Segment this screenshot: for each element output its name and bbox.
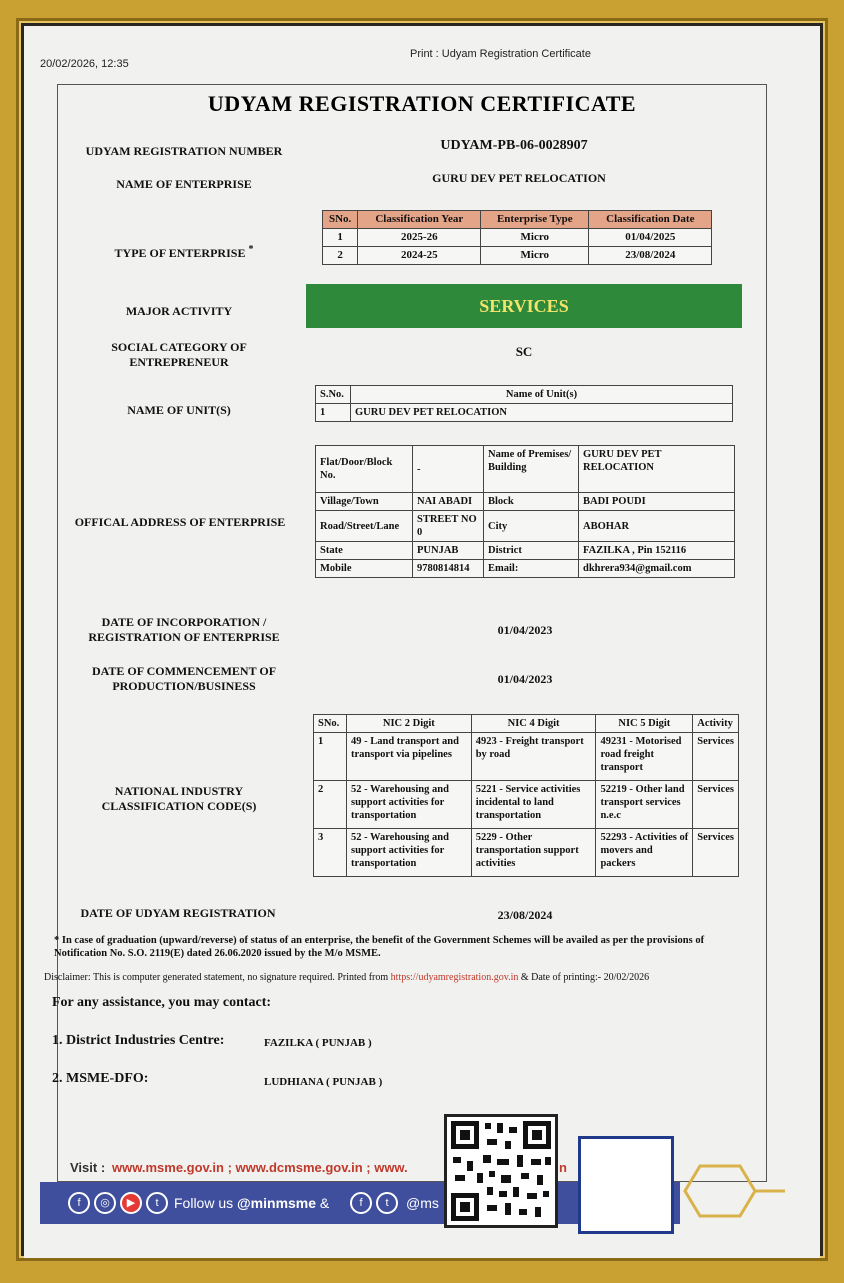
table-row xyxy=(316,560,735,578)
udyam-date-label: DATE OF UDYAM REGISTRATION xyxy=(80,906,276,920)
follow-text: Follow us xyxy=(174,1195,238,1211)
units-cell: 1 xyxy=(316,404,351,422)
social-category: SC xyxy=(515,344,533,359)
table-row xyxy=(314,781,739,829)
nic-header: NIC 2 Digit xyxy=(346,715,471,733)
classification-cell: Micro xyxy=(481,229,589,247)
dfo-value: LUDHIANA ( PUNJAB ) xyxy=(264,1076,383,1088)
print-title: Print : Udyam Registration Certificate xyxy=(410,48,591,60)
certificate-paper xyxy=(24,26,820,1258)
youtube-icon[interactable]: ▶ xyxy=(120,1192,142,1214)
follow-amp: & xyxy=(316,1195,330,1211)
classification-header: Classification Date xyxy=(589,211,712,229)
dic-value: FAZILKA ( PUNJAB ) xyxy=(264,1037,372,1049)
classification-header-row xyxy=(323,211,712,229)
address-cell: - xyxy=(413,446,484,493)
address-cell: Road/Street/Lane xyxy=(316,511,413,542)
classification-header: SNo. xyxy=(323,211,358,229)
reg-number: UDYAM-PB-06-0028907 xyxy=(440,138,588,153)
nic-header: SNo. xyxy=(314,715,347,733)
follow-handle[interactable]: @minmsme xyxy=(237,1195,317,1211)
classification-header: Classification Year xyxy=(358,211,481,229)
nic-cell: 5229 - Other transportation support activities xyxy=(471,829,596,877)
nic-cell: 4923 - Freight transport by road xyxy=(471,733,596,781)
address-cell: FAZILKA , Pin 152116 xyxy=(579,542,735,560)
nic-cell: 5221 - Service activities incidental to land transportation xyxy=(471,781,596,829)
nic-cell: 3 xyxy=(314,829,347,877)
major-activity-banner: SERVICES xyxy=(306,284,742,328)
nic-cell: 52 - Warehousing and support activities for transportation xyxy=(346,781,471,829)
disclaimer xyxy=(44,971,804,984)
disclaimer-link[interactable]: https://udyamregistration.gov.in xyxy=(390,972,519,983)
address-cell: 9780814814 xyxy=(413,560,484,578)
follow-us xyxy=(174,1195,329,1211)
units-header: Name of Unit(s) xyxy=(351,386,733,404)
nic-header-row xyxy=(314,715,739,733)
address-cell: Village/Town xyxy=(316,493,413,511)
address-cell: District xyxy=(484,542,579,560)
address-table xyxy=(315,445,735,578)
units-header: S.No. xyxy=(316,386,351,404)
address-cell: dkhrera934@gmail.com xyxy=(579,560,735,578)
visit-prefix: Visit : xyxy=(70,1160,106,1175)
classification-cell: 01/04/2025 xyxy=(589,229,712,247)
enterprise-name: GURU DEV PET RELOCATION xyxy=(432,171,606,185)
units-cell: GURU DEV PET RELOCATION xyxy=(351,404,733,422)
classification-cell: 2 xyxy=(323,247,358,265)
dic-label: 1. District Industries Centre: xyxy=(52,1033,225,1048)
udyam-date: 23/08/2024 xyxy=(497,908,553,922)
assistance-title: For any assistance, you may contact: xyxy=(52,995,272,1010)
nic-cell: 52293 - Activities of movers and packers xyxy=(596,829,693,877)
units-table xyxy=(315,385,733,422)
instagram-icon[interactable]: ◎ xyxy=(94,1192,116,1214)
address-cell: NAI ABADI xyxy=(413,493,484,511)
table-row xyxy=(316,542,735,560)
address-cell: State xyxy=(316,542,413,560)
address-cell: Flat/Door/Block No. xyxy=(316,446,413,493)
nic-cell: 52219 - Other land transport services n.e.c xyxy=(596,781,693,829)
classification-cell: 2024-25 xyxy=(358,247,481,265)
address-cell: STREET NO 0 xyxy=(413,511,484,542)
reg-number-label: UDYAM REGISTRATION NUMBER xyxy=(85,144,283,158)
incorporation-label xyxy=(64,615,304,645)
commencement-label xyxy=(64,664,304,694)
graduation-note: * In case of graduation (upward/reverse) of status of an enterprise, the benefit of the Government Schemes will be availed as per the provisions of Notification No. S.O. 2119(E) dated 26.06.2020 issued by the M/o MSME. xyxy=(54,935,705,959)
classification-header: Enterprise Type xyxy=(481,211,589,229)
table-row xyxy=(316,493,735,511)
nic-cell: 2 xyxy=(314,781,347,829)
address-cell: PUNJAB xyxy=(413,542,484,560)
address-cell: ABOHAR xyxy=(579,511,735,542)
facebook-icon[interactable]: f xyxy=(68,1192,90,1214)
address-cell: Mobile xyxy=(316,560,413,578)
facebook-icon-2[interactable]: f xyxy=(350,1192,372,1214)
disclaimer-prefix: Disclaimer: This is computer generated statement, no signature required. Printed from xyxy=(44,972,391,983)
classification-cell: 23/08/2024 xyxy=(589,247,712,265)
major-activity-label: MAJOR ACTIVITY xyxy=(125,304,233,318)
nic-header: Activity xyxy=(693,715,739,733)
nic-cell: Services xyxy=(693,781,739,829)
nic-label-line: NATIONAL INDUSTRY xyxy=(114,784,244,798)
nic-header: NIC 4 Digit xyxy=(471,715,596,733)
print-date: 20/02/2026, 12:35 xyxy=(40,58,129,70)
table-row xyxy=(316,404,733,422)
dfo-label: 2. MSME-DFO: xyxy=(52,1071,149,1086)
follow-handle-2: @ms xyxy=(406,1195,439,1211)
address-cell: Name of Premises/ Building xyxy=(484,446,579,493)
nic-cell: 49 - Land transport and transport via pipelines xyxy=(346,733,471,781)
table-row xyxy=(314,733,739,781)
type-label-mark: * xyxy=(248,244,254,255)
address-label: OFFICAL ADDRESS OF ENTERPRISE xyxy=(74,515,286,529)
incorporation-label-line: REGISTRATION OF ENTERPRISE xyxy=(88,630,280,644)
nic-table xyxy=(313,714,739,877)
nic-cell: 49231 - Motorised road freight transport xyxy=(596,733,693,781)
disclaimer-suffix: & Date of printing:- 20/02/2026 xyxy=(518,972,650,983)
address-cell: GURU DEV PET RELOCATION xyxy=(579,446,735,493)
address-cell: City xyxy=(484,511,579,542)
nic-cell: 52 - Warehousing and support activities for transportation xyxy=(346,829,471,877)
visit-links[interactable]: www.msme.gov.in ; www.dcmsme.gov.in ; www. xyxy=(112,1160,408,1175)
address-cell: BADI POUDI xyxy=(579,493,735,511)
address-cell: Block xyxy=(484,493,579,511)
table-row xyxy=(323,229,712,247)
nic-label xyxy=(74,784,284,814)
address-cell: Email: xyxy=(484,560,579,578)
commencement-label-line: PRODUCTION/BUSINESS xyxy=(112,679,256,693)
units-label: NAME OF UNIT(S) xyxy=(127,403,231,417)
qr-code xyxy=(444,1114,558,1228)
units-header-row xyxy=(316,386,733,404)
classification-cell: 1 xyxy=(323,229,358,247)
nic-header: NIC 5 Digit xyxy=(596,715,693,733)
social-category-label xyxy=(74,340,284,370)
nic-label-line: CLASSIFICATION CODE(S) xyxy=(101,799,257,813)
social-category-label-line: ENTREPRENEUR xyxy=(129,355,229,369)
classification-cell: Micro xyxy=(481,247,589,265)
commencement-label-line: DATE OF COMMENCEMENT OF xyxy=(91,664,277,678)
table-row xyxy=(323,247,712,265)
twitter-icon-2[interactable]: t xyxy=(376,1192,398,1214)
nic-cell: Services xyxy=(693,829,739,877)
certificate-title: UDYAM REGISTRATION CERTIFICATE xyxy=(207,91,637,116)
commencement-date: 01/04/2023 xyxy=(497,672,553,686)
type-label-text: TYPE OF ENTERPRISE xyxy=(114,246,246,260)
visit-tail: n xyxy=(559,1160,567,1175)
nic-cell: 1 xyxy=(314,733,347,781)
photo-box xyxy=(578,1136,674,1234)
nic-cell: Services xyxy=(693,733,739,781)
table-row xyxy=(314,829,739,877)
table-row xyxy=(316,446,735,493)
social-category-label-line: SOCIAL CATEGORY OF xyxy=(111,340,247,354)
incorporation-date: 01/04/2023 xyxy=(497,623,553,637)
twitter-icon[interactable]: t xyxy=(146,1192,168,1214)
type-label xyxy=(84,242,284,261)
table-row xyxy=(316,511,735,542)
enterprise-name-label: NAME OF ENTERPRISE xyxy=(116,177,252,191)
hexagon-decoration xyxy=(680,1156,790,1236)
incorporation-label-line: DATE OF INCORPORATION / xyxy=(101,615,267,629)
classification-table xyxy=(322,210,712,265)
classification-cell: 2025-26 xyxy=(358,229,481,247)
